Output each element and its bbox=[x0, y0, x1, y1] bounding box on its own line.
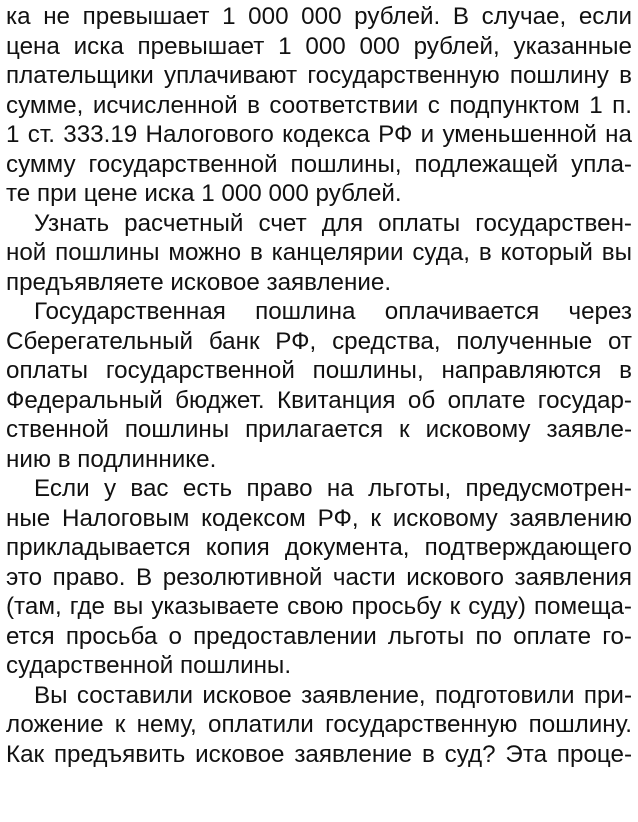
text-line: плательщики уплачивают государственную пошлину в bbox=[6, 62, 632, 89]
text-line: ной пошлины можно в канцелярии суда, в который вы bbox=[6, 239, 632, 266]
paragraph-4 bbox=[6, 474, 632, 681]
document-page bbox=[6, 2, 632, 769]
text-line: ственной пошлины прилагается к исковому заявле- bbox=[6, 416, 632, 443]
text-line: Федеральный бюджет. Квитанция об оплате государ- bbox=[6, 386, 632, 414]
text-line: ка не превышает 1 000 000 рублей. В случае, если bbox=[6, 3, 632, 30]
text-line: это право. В резолютивной части искового заявления bbox=[6, 563, 632, 591]
text-line: сударственной пошлины. bbox=[6, 652, 292, 679]
text-line: 1 ст. 333.19 Налогового кодекса РФ и уменьшенной на bbox=[6, 121, 632, 148]
paragraph-5 bbox=[6, 681, 632, 770]
paragraph-3 bbox=[6, 297, 632, 474]
text-line: Узнать расчетный счет для оплаты государствен- bbox=[34, 209, 632, 237]
text-line: Вы составили исковое заявление, подготовили при- bbox=[34, 681, 632, 709]
text-line: оплаты государственной пошлины, направляются в bbox=[6, 357, 632, 384]
text-line: сумме, исчисленной в соответствии с подпунктом 1 п. bbox=[6, 91, 632, 119]
paragraph-2 bbox=[6, 209, 632, 298]
text-line: Как предъявить исковое заявление в суд? Эта проце- bbox=[6, 740, 632, 768]
text-line: Если у вас есть право на льготы, предусмотрен- bbox=[34, 475, 632, 502]
text-line: ложение к нему, оплатили государственную пошлину. bbox=[6, 711, 632, 738]
text-line: Сберегательный банк РФ, средства, полученные от bbox=[6, 327, 632, 355]
text-line: ется просьба о предоставлении льготы по оплате го- bbox=[6, 622, 632, 650]
text-line: (там, где вы указываете свою просьбу к суду) помеща- bbox=[6, 593, 632, 620]
paragraph-1 bbox=[6, 2, 632, 209]
text-line: сумму государственной пошлины, подлежащей упла- bbox=[6, 150, 632, 178]
text-line: Государственная пошлина оплачивается через bbox=[34, 298, 632, 325]
text-line: прикладывается копия документа, подтверждающего bbox=[6, 534, 632, 561]
text-line: те при цене иска 1 000 000 рублей. bbox=[6, 180, 402, 207]
text-line: цена иска превышает 1 000 000 рублей, указанные bbox=[6, 32, 632, 60]
text-line: предъявляете исковое заявление. bbox=[6, 268, 392, 296]
text-line: ные Налоговым кодексом РФ, к исковому заявлению bbox=[6, 504, 632, 532]
text-line: нию в подлиннике. bbox=[6, 445, 217, 473]
